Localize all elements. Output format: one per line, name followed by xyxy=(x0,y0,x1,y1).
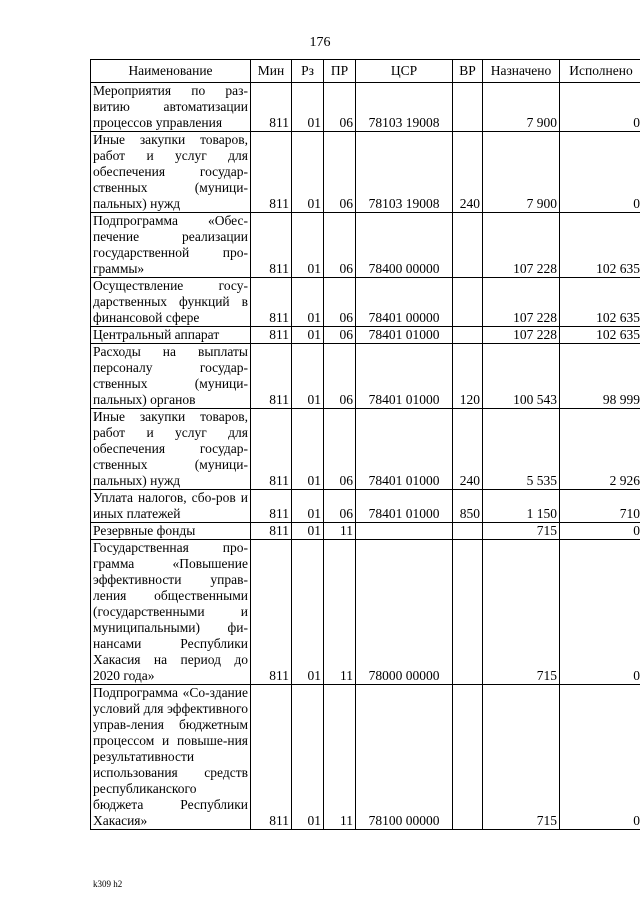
row-pr: 11 xyxy=(324,685,356,830)
row-rz: 01 xyxy=(292,278,324,327)
table-row xyxy=(91,685,640,830)
row-csr: 78401 01000 xyxy=(356,409,453,490)
row-name: Подпрограмма «Со-здание условий для эффективного управ-ления бюджетным процессом и повыше-ния результативности использования средств республиканского бюджета Республики Хакасия» xyxy=(91,685,251,830)
row-assigned: 1 150 xyxy=(483,490,560,523)
row-vr xyxy=(453,278,483,327)
page-number: 176 xyxy=(309,35,331,50)
table-row xyxy=(91,523,640,540)
row-assigned: 7 900 xyxy=(483,83,560,132)
row-min: 811 xyxy=(251,540,292,685)
header-rz: Рз xyxy=(292,60,324,83)
row-csr: 78100 00000 xyxy=(356,685,453,830)
row-pr: 06 xyxy=(324,278,356,327)
row-assigned: 107 228 xyxy=(483,278,560,327)
row-min: 811 xyxy=(251,409,292,490)
row-pr: 06 xyxy=(324,409,356,490)
table-row xyxy=(91,490,640,523)
row-name: Мероприятия по раз-витию автоматизации процессов управления xyxy=(91,83,251,132)
table-row xyxy=(91,540,640,685)
row-vr xyxy=(453,327,483,344)
row-name: Иные закупки товаров, работ и услуг для обеспечения государ-ственных (муници-пальных) нужд xyxy=(91,409,251,490)
row-assigned: 5 535 xyxy=(483,409,560,490)
row-executed: 0 xyxy=(560,685,640,830)
row-rz: 01 xyxy=(292,344,324,409)
row-vr xyxy=(453,540,483,685)
row-csr: 78401 01000 xyxy=(356,490,453,523)
row-name: Центральный аппарат xyxy=(91,327,251,344)
row-pr: 11 xyxy=(324,540,356,685)
row-rz: 01 xyxy=(292,132,324,213)
row-min: 811 xyxy=(251,327,292,344)
row-executed: 102 635 xyxy=(560,327,640,344)
table-row xyxy=(91,213,640,278)
row-csr: 78401 01000 xyxy=(356,344,453,409)
row-assigned: 100 543 xyxy=(483,344,560,409)
row-executed: 2 926 xyxy=(560,409,640,490)
row-pr: 06 xyxy=(324,490,356,523)
row-vr: 120 xyxy=(453,344,483,409)
header-csr: ЦСР xyxy=(356,60,453,83)
table-row xyxy=(91,278,640,327)
row-csr xyxy=(356,523,453,540)
row-vr xyxy=(453,213,483,278)
row-name: Подпрограмма «Обес-печение реализации государственной про-граммы» xyxy=(91,213,251,278)
row-executed: 0 xyxy=(560,132,640,213)
row-rz: 01 xyxy=(292,540,324,685)
row-assigned: 715 xyxy=(483,540,560,685)
row-vr xyxy=(453,83,483,132)
table-row xyxy=(91,83,640,132)
row-name: Государственная про-грамма «Повышение эффективности управ-ления общественными (государственными и муниципальными) фи-нансами Республики Хакасия на период до 2020 года» xyxy=(91,540,251,685)
row-csr: 78103 19008 xyxy=(356,83,453,132)
table-header-row xyxy=(91,60,640,83)
row-assigned: 107 228 xyxy=(483,327,560,344)
row-rz: 01 xyxy=(292,685,324,830)
row-name: Уплата налогов, сбо-ров и иных платежей xyxy=(91,490,251,523)
table-row xyxy=(91,344,640,409)
row-min: 811 xyxy=(251,213,292,278)
row-csr: 78401 01000 xyxy=(356,327,453,344)
row-executed: 102 635 xyxy=(560,213,640,278)
row-vr: 240 xyxy=(453,409,483,490)
row-pr: 06 xyxy=(324,213,356,278)
row-vr: 850 xyxy=(453,490,483,523)
row-rz: 01 xyxy=(292,83,324,132)
header-name: Наименование xyxy=(91,60,251,83)
row-pr: 06 xyxy=(324,83,356,132)
row-executed: 0 xyxy=(560,83,640,132)
row-pr: 06 xyxy=(324,132,356,213)
row-rz: 01 xyxy=(292,327,324,344)
row-csr: 78401 00000 xyxy=(356,278,453,327)
row-pr: 11 xyxy=(324,523,356,540)
row-csr: 78103 19008 xyxy=(356,132,453,213)
row-name: Расходы на выплаты персоналу государ-ственных (муници-пальных) органов xyxy=(91,344,251,409)
table-row xyxy=(91,132,640,213)
row-name: Осуществление госу-дарственных функций в финансовой сфере xyxy=(91,278,251,327)
row-rz: 01 xyxy=(292,523,324,540)
row-min: 811 xyxy=(251,490,292,523)
row-executed: 98 999 xyxy=(560,344,640,409)
row-csr: 78000 00000 xyxy=(356,540,453,685)
row-name: Резервные фонды xyxy=(91,523,251,540)
header-executed: Исполнено xyxy=(560,60,640,83)
row-executed: 710 xyxy=(560,490,640,523)
row-rz: 01 xyxy=(292,409,324,490)
budget-table xyxy=(90,59,640,830)
row-rz: 01 xyxy=(292,490,324,523)
row-executed: 102 635 xyxy=(560,278,640,327)
row-executed: 0 xyxy=(560,523,640,540)
row-min: 811 xyxy=(251,523,292,540)
header-min: Мин xyxy=(251,60,292,83)
row-min: 811 xyxy=(251,278,292,327)
table-row xyxy=(91,409,640,490)
row-executed: 0 xyxy=(560,540,640,685)
row-name: Иные закупки товаров, работ и услуг для обеспечения государ-ственных (муници-пальных) нужд xyxy=(91,132,251,213)
row-vr xyxy=(453,685,483,830)
row-assigned: 107 228 xyxy=(483,213,560,278)
row-csr: 78400 00000 xyxy=(356,213,453,278)
row-pr: 06 xyxy=(324,344,356,409)
header-vr: ВР xyxy=(453,60,483,83)
footer-code: k309 h2 xyxy=(93,879,123,889)
row-min: 811 xyxy=(251,344,292,409)
table-row xyxy=(91,327,640,344)
row-rz: 01 xyxy=(292,213,324,278)
row-vr xyxy=(453,523,483,540)
header-assigned: Назначено xyxy=(483,60,560,83)
header-pr: ПР xyxy=(324,60,356,83)
row-min: 811 xyxy=(251,132,292,213)
row-vr: 240 xyxy=(453,132,483,213)
row-assigned: 715 xyxy=(483,685,560,830)
row-assigned: 7 900 xyxy=(483,132,560,213)
row-pr: 06 xyxy=(324,327,356,344)
row-assigned: 715 xyxy=(483,523,560,540)
row-min: 811 xyxy=(251,83,292,132)
row-min: 811 xyxy=(251,685,292,830)
